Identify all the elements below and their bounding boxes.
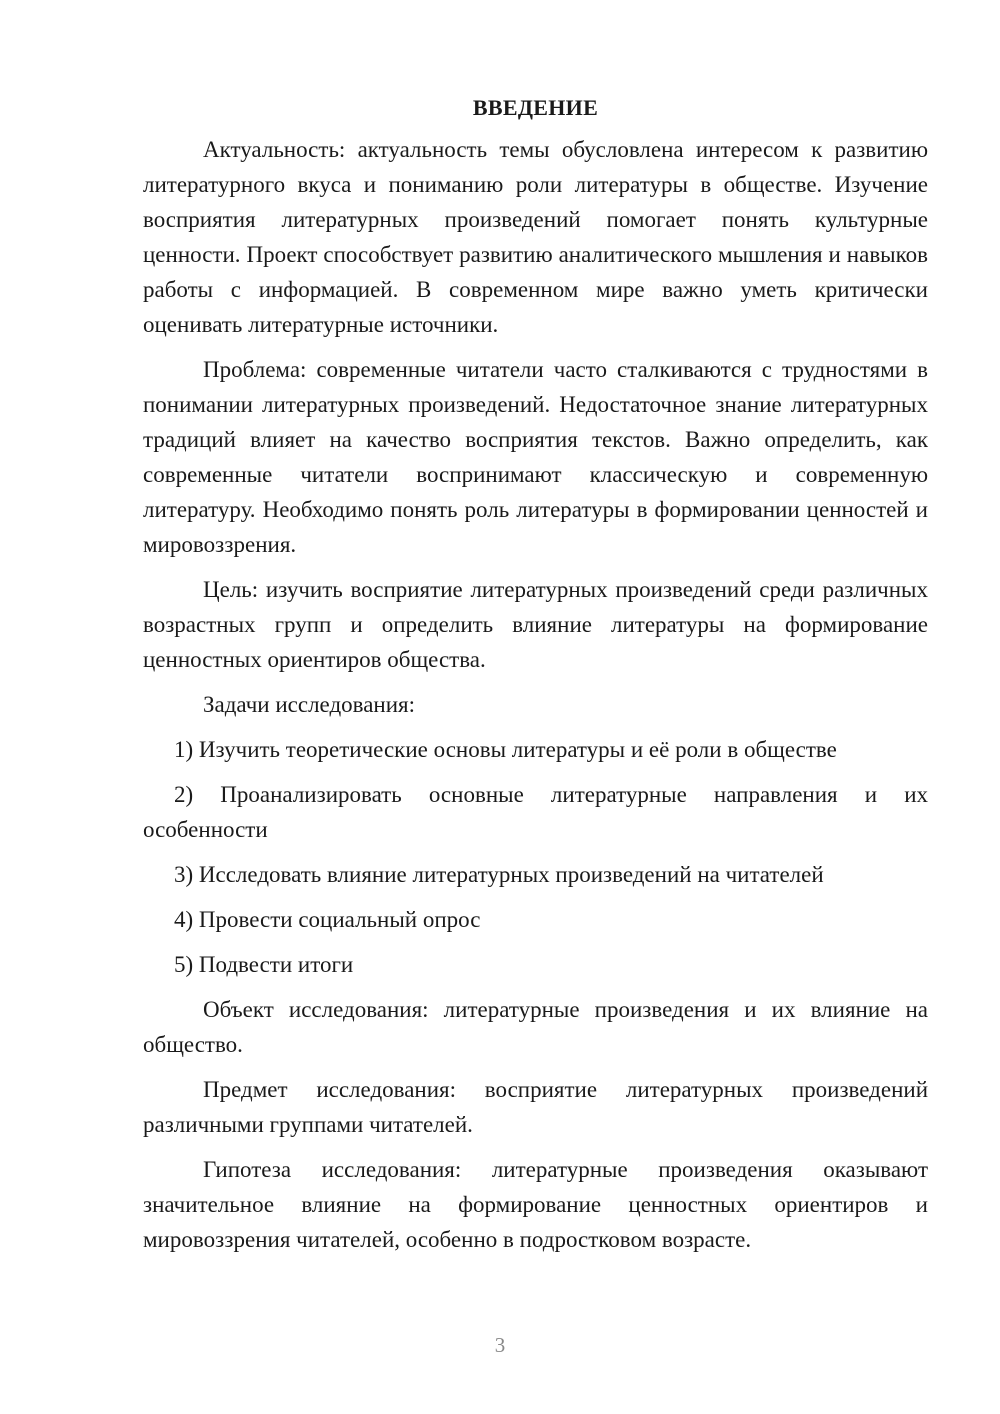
task-item-4: 4) Провести социальный опрос	[174, 907, 481, 932]
paragraph-hypothesis: Гипотеза исследования: литературные произведения оказывают значительное влияние на формирование ценностных ориентиров и мировоззрения читателей, особенно в подростковом возрасте.	[143, 1157, 928, 1252]
task-item-3: 3) Исследовать влияние литературных произведений на читателей	[174, 862, 824, 887]
paragraph-problem: Проблема: современные читатели часто сталкиваются с трудностями в понимании литературных произведений. Недостаточное знание литературных традиций влияет на качество восприятия текстов. Важно определить, как современные читатели воспринимают классическую и современную литературу. Необходимо понять роль литературы в формировании ценностей и мировоззрения.	[143, 357, 928, 557]
paragraph-object: Объект исследования: литературные произведения и их влияние на общество.	[143, 997, 928, 1057]
tasks-heading: Задачи исследования:	[203, 692, 416, 717]
page-number: 3	[494, 1333, 506, 1357]
page-title: ВВЕДЕНИЕ	[472, 95, 599, 120]
task-item-1: 1) Изучить теоретические основы литературы и её роли в обществе	[174, 737, 837, 762]
paragraph-relevance: Актуальность: актуальность темы обусловлена интересом к развитию литературного вкуса и пониманию роли литературы в обществе. Изучение восприятия литературных произведений помогает понять культурные ценности. Проект способствует развитию аналитического мышления и навыков работы с информацией. В современном мире важно уметь критически оценивать литературные источники.	[143, 137, 928, 337]
task-item-5: 5) Подвести итоги	[174, 952, 354, 977]
task-item-2: 2) Проанализировать основные литературные направления и их особенности	[143, 782, 928, 842]
paragraph-goal: Цель: изучить восприятие литературных произведений среди различных возрастных групп и определить влияние литературы на формирование ценностных ориентиров общества.	[143, 577, 928, 672]
paragraph-subject: Предмет исследования: восприятие литературных произведений различными группами читателей.	[143, 1077, 928, 1137]
document-page	[143, 90, 928, 1267]
